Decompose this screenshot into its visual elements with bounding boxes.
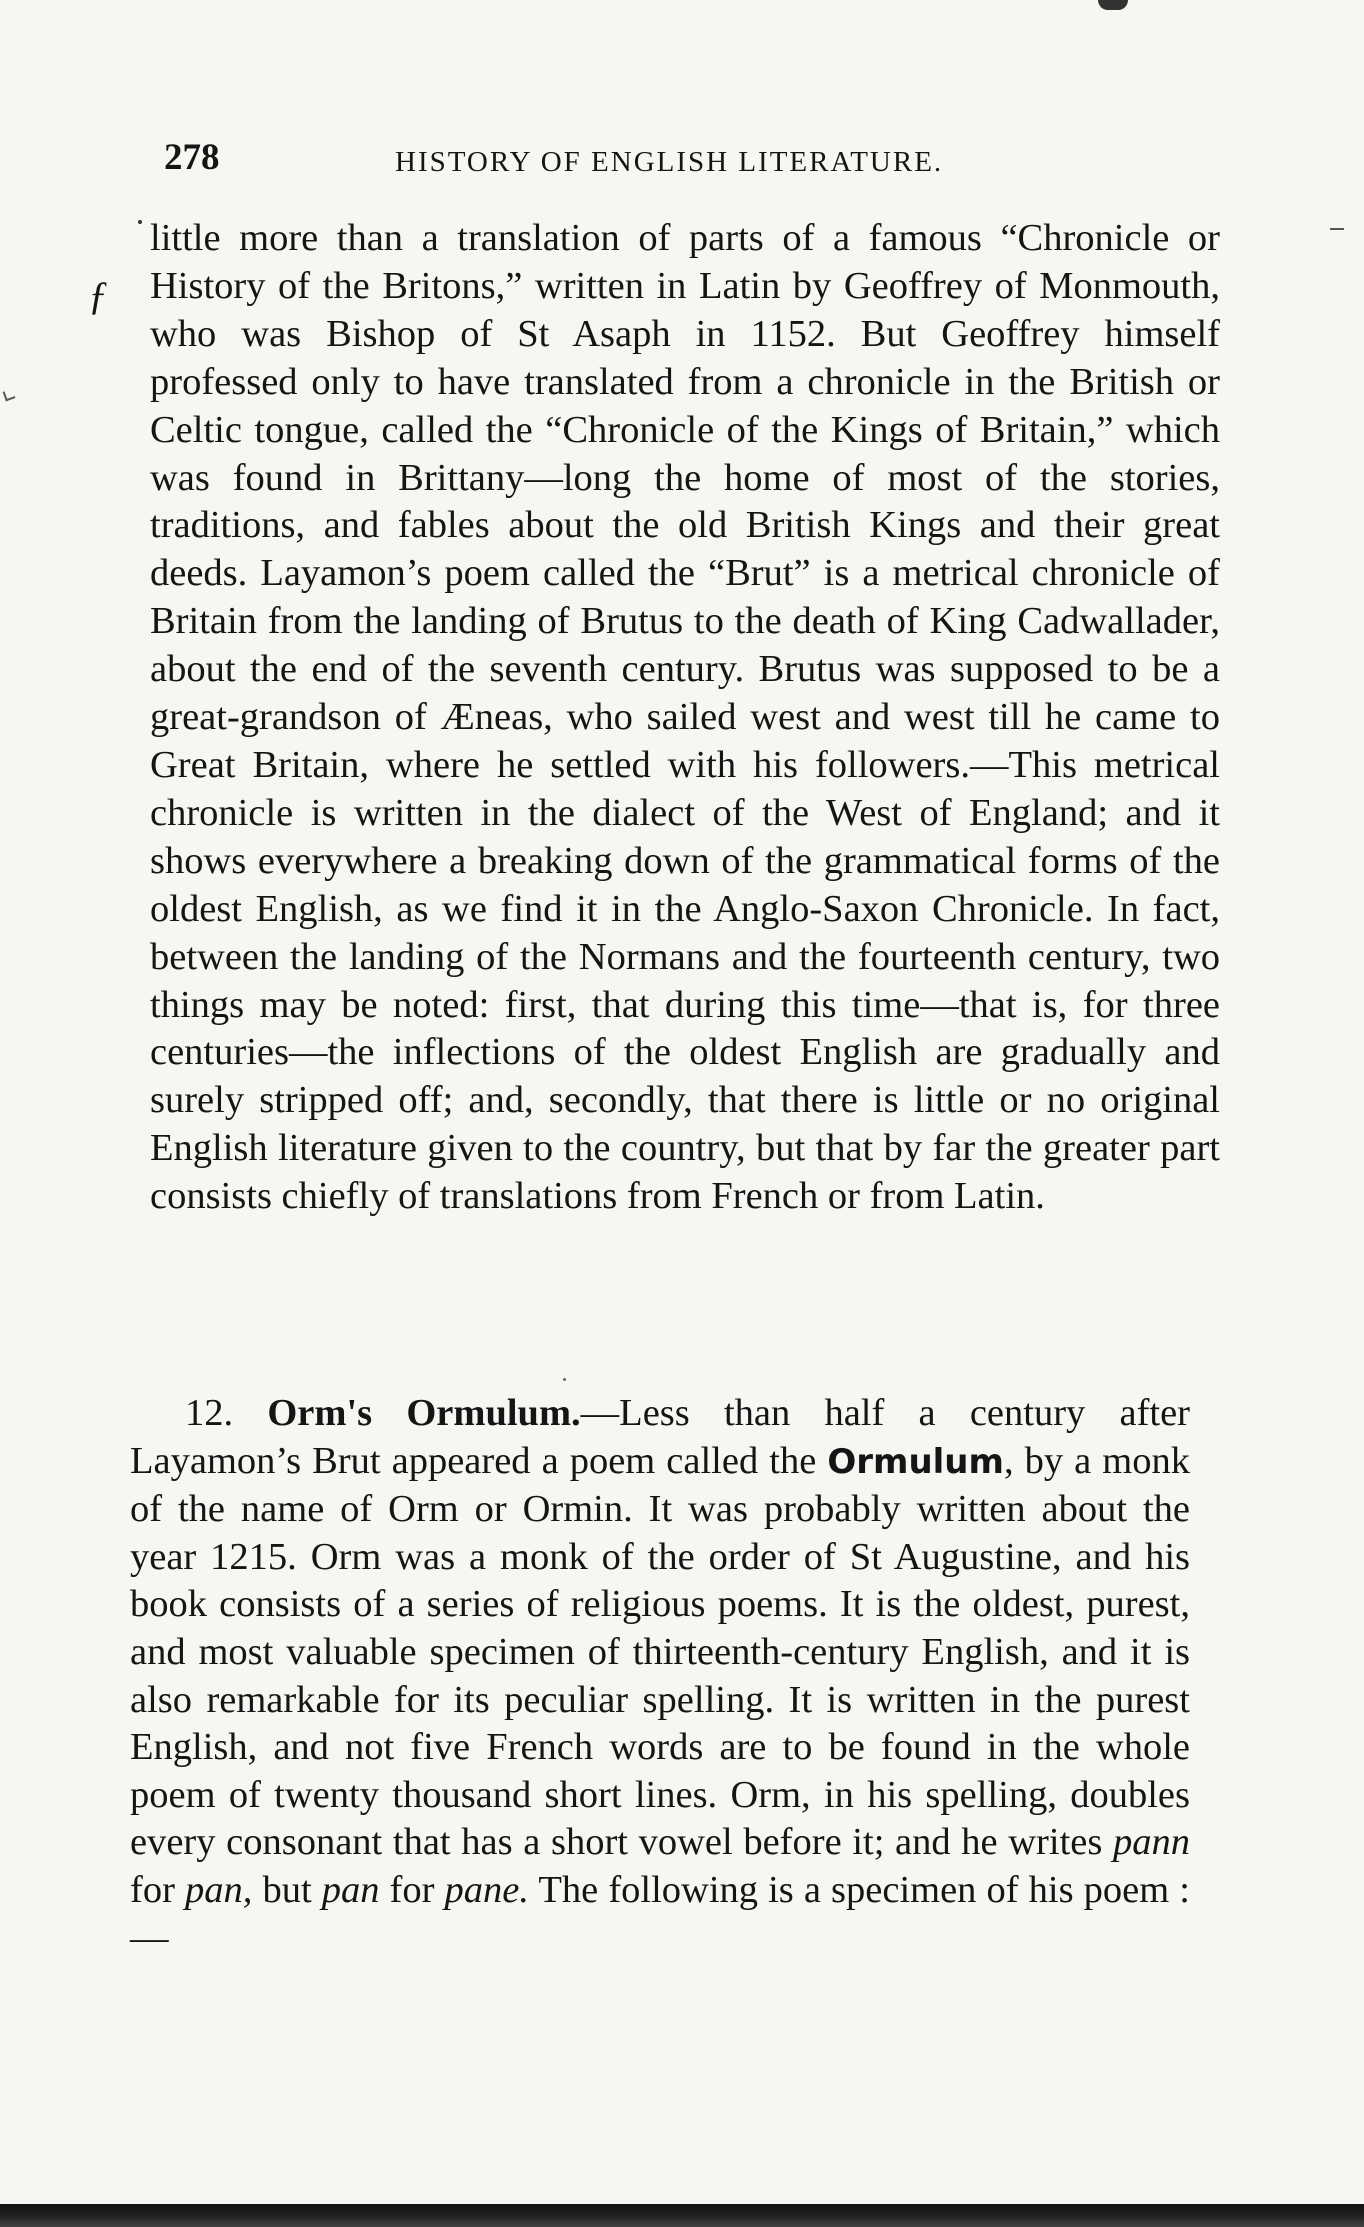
section-separator-dot — [563, 1378, 566, 1381]
text-segment: —Less than half a century after Layamon’s Brut appeared a poem called the — [130, 1392, 1191, 1482]
text-segment: for — [379, 1868, 445, 1911]
section-heading: Orm's Ormulum. — [267, 1392, 581, 1434]
paragraph-layamon: little more than a translation of parts of a famous “Chronicle or History of the Britons,” written in Latin by Geoffrey of Monmouth, who was Bishop of St Asaph in 1152. But Geoffrey himself professed only to have translated from a chronicle in the British or Celtic tongue, called the “Chronicle of the Kings of Britain,” which was found in Brittany—long the home of most of the stories, traditions, and fables about the old British Kings and their great deeds. Layamon’s poem called the “Brut” is a metrical chronicle of Britain from the landing of Brutus to the death of King Cadwallader, about the end of the seventh century. Brutus was supposed to be a great-grandson of Æneas, who sailed west and west till he came to Great Britain, where he settled with his followers.—This metrical chronicle is written in the dialect of the West of England; and it shows everywhere a breaking down of the grammatical forms of the oldest English, as we find it in the Anglo-Saxon Chronicle. In fact, between the landing of the Normans and the fourteenth century, two things may be noted: first, that during this time—that is, for three centuries—the inflections of the oldest English are gradually and surely stripped off; and, secondly, that there is little or no original English literature given to the country, but that by far the greater part consists chiefly of translations from French or from Latin. — [150, 217, 1220, 1218]
text-segment: but — [252, 1868, 322, 1911]
section-number: 12. — [185, 1392, 234, 1434]
paragraph-orm — [130, 1390, 1190, 1962]
text-segment: for — [130, 1868, 185, 1911]
page-header — [160, 128, 1220, 188]
margin-dot — [138, 220, 142, 224]
bold-term: Ormulum — [827, 1441, 1004, 1482]
margin-mark-right — [1330, 228, 1344, 230]
page-number: 278 — [164, 137, 220, 178]
italic-example: pane. — [444, 1868, 529, 1911]
page-bottom-edge — [0, 2196, 1364, 2227]
text-segment: , by a monk of the name of Orm or Ormin. It was probably written about the year 1215. Orm was a monk of the order of St Augustine, and his book consists of a series of religious poems. It is the oldest, purest, and most valuable specimen of thirteenth-century English, and it is also remarkable for its peculiar spelling. It is written in the purest English, and not five French words are to be found in the whole poem of twenty thousand short lines. Orm, in his spelling, doubles every consonant that has a short vowel before it; and he writes — [130, 1439, 1190, 1864]
ink-smudge — [1098, 0, 1128, 10]
running-title: HISTORY OF ENGLISH LITERATURE. — [395, 146, 944, 178]
margin-handwritten-mark: ƒ — [88, 273, 108, 318]
italic-example: pan, — [184, 1868, 253, 1911]
italic-example: pan — [321, 1868, 380, 1911]
margin-tick — [3, 389, 16, 402]
text-segment: The following is a specimen of his poem :— — [130, 1868, 1190, 1959]
italic-example: pann — [1113, 1821, 1190, 1864]
